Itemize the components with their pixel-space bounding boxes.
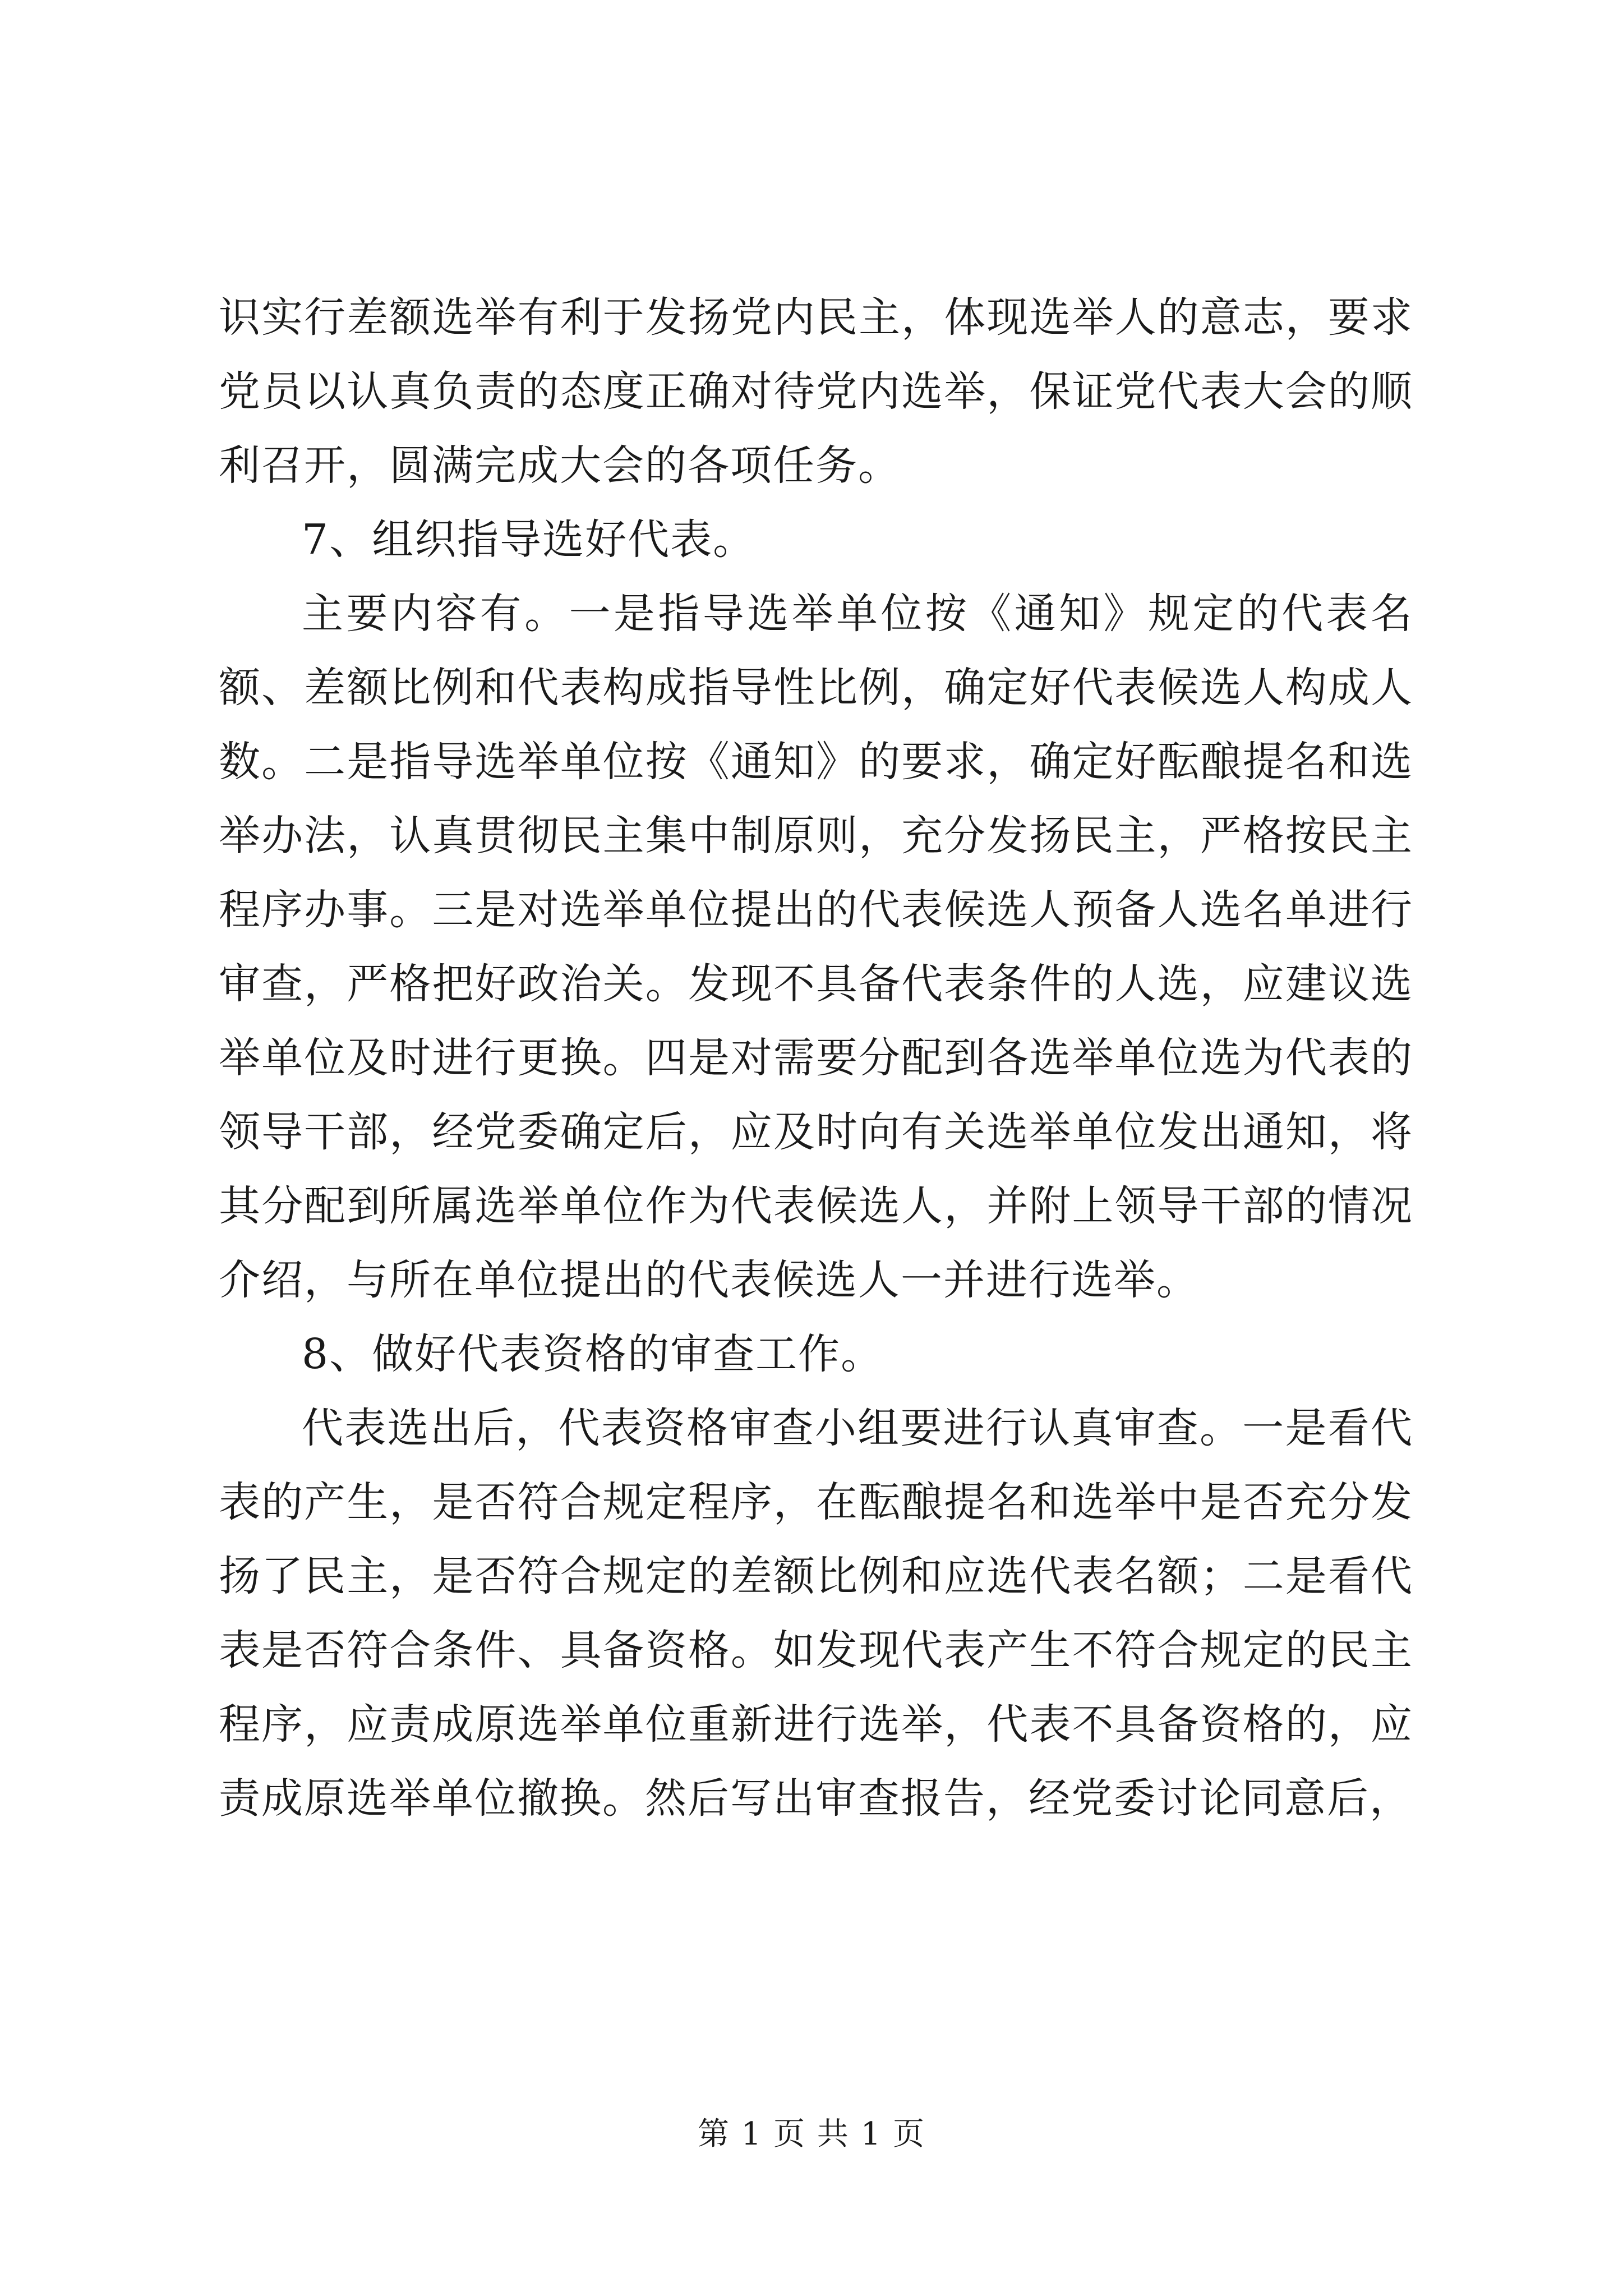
page-footer: 第 1 页 共 1 页: [697, 2116, 926, 2152]
document-body: [219, 280, 1413, 1835]
paragraph-item-8-content: 代表选出后，代表资格审查小组要进行认真审查。一是看代表的产生，是否符合规定程序，在酝酿提名和选举中是否充分发扬了民主，是否符合规定的差额比例和应选代表名额；二是看代表是否符合条件、具备资格。如发现代表产生不符合规定的民主程序，应责成原选举单位重新进行选举，代表不具备资格的，应责成原选举单位撤换。然后写出审查报告，经党委讨论同意后，: [219, 1404, 1413, 1823]
paragraph-continuation: 识实行差额选举有利于发扬党内民主，体现选举人的意志，要求党员以认真负责的态度正确对待党内选举，保证党代表大会的顺利召开，圆满完成大会的各项任务。: [219, 293, 1413, 490]
paragraph-item-7-content: 主要内容有。一是指导选举单位按《通知》规定的代表名额、差额比例和代表构成指导性比例，确定好代表候选人构成人数。二是指导选举单位按《通知》的要求，确定好酝酿提名和选举办法，认真贯彻民主集中制原则，充分发扬民主，严格按民主程序办事。三是对选举单位提出的代表候选人预备人选名单进行审查，严格把好政治关。发现不具备代表条件的人选，应建议选举单位及时进行更换。四是对需要分配到各选举单位选为代表的领导干部，经党委确定后，应及时向有关选举单位发出通知，将其分配到所属选举单位作为代表候选人，并附上领导干部的情况介绍，与所在单位提出的代表候选人一并进行选举。: [219, 590, 1413, 1304]
heading-item-7: 7、组织指导选好代表。: [302, 516, 756, 564]
heading-item-8: 8、做好代表资格的审查工作。: [302, 1330, 884, 1378]
